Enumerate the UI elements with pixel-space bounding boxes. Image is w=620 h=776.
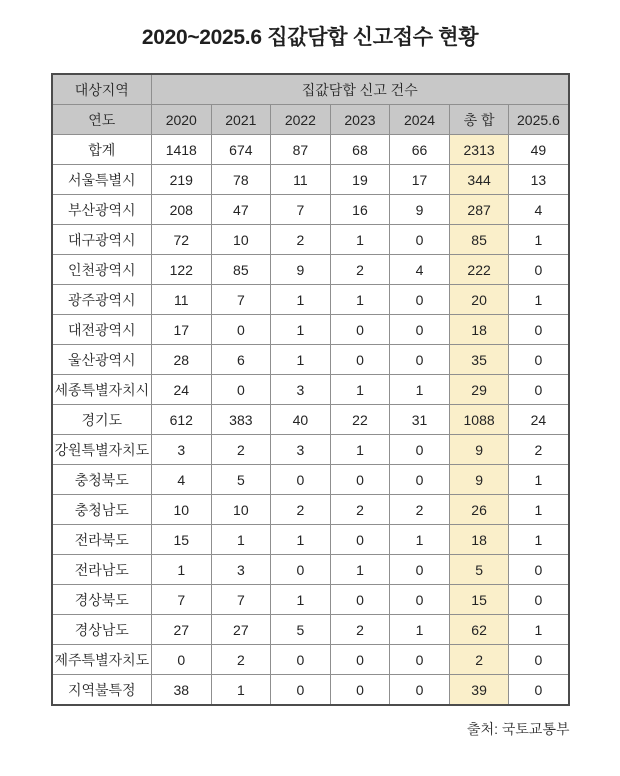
value-cell: 27: [152, 615, 212, 645]
value-cell: 0: [152, 645, 212, 675]
year-row-label: 연도: [52, 105, 152, 135]
value-cell: 7: [152, 585, 212, 615]
value-cell: 3: [271, 435, 331, 465]
row-header-label: 대상지역: [52, 74, 152, 105]
value-cell: 2: [509, 435, 569, 465]
value-cell: 72: [152, 225, 212, 255]
value-cell: 0: [390, 225, 450, 255]
value-cell: 66: [390, 135, 450, 165]
total-value-cell: 344: [449, 165, 509, 195]
value-cell: 0: [330, 585, 390, 615]
group-header-row: [52, 74, 569, 105]
value-cell: 122: [152, 255, 212, 285]
region-cell: 부산광역시: [52, 195, 152, 225]
region-cell: 경기도: [52, 405, 152, 435]
value-cell: 1: [211, 525, 271, 555]
table-row: [52, 615, 569, 645]
value-cell: 31: [390, 405, 450, 435]
year-column-header: 2020: [152, 105, 212, 135]
table-row: [52, 165, 569, 195]
value-cell: 13: [509, 165, 569, 195]
value-cell: 1: [211, 675, 271, 706]
value-cell: 0: [390, 675, 450, 706]
value-cell: 0: [330, 465, 390, 495]
value-cell: 9: [271, 255, 331, 285]
value-cell: 3: [211, 555, 271, 585]
year-column-header: 2023: [330, 105, 390, 135]
value-cell: 0: [330, 525, 390, 555]
value-cell: 2: [211, 645, 271, 675]
value-cell: 17: [390, 165, 450, 195]
value-cell: 24: [152, 375, 212, 405]
value-cell: 0: [271, 465, 331, 495]
total-value-cell: 29: [449, 375, 509, 405]
value-cell: 3: [271, 375, 331, 405]
total-value-cell: 2: [449, 645, 509, 675]
year-column-header: 총 합: [449, 105, 509, 135]
region-cell: 지역불특정: [52, 675, 152, 706]
value-cell: 0: [330, 315, 390, 345]
value-cell: 2: [330, 495, 390, 525]
region-cell: 제주특별자치도: [52, 645, 152, 675]
value-cell: 85: [211, 255, 271, 285]
value-cell: 219: [152, 165, 212, 195]
value-cell: 0: [271, 675, 331, 706]
value-cell: 0: [330, 645, 390, 675]
value-cell: 0: [390, 285, 450, 315]
year-column-header: 2024: [390, 105, 450, 135]
table-row: [52, 465, 569, 495]
value-cell: 27: [211, 615, 271, 645]
table-row: [52, 195, 569, 225]
value-cell: 28: [152, 345, 212, 375]
region-cell: 인천광역시: [52, 255, 152, 285]
value-cell: 2: [211, 435, 271, 465]
value-cell: 383: [211, 405, 271, 435]
value-cell: 0: [509, 645, 569, 675]
total-value-cell: 18: [449, 315, 509, 345]
value-cell: 0: [509, 585, 569, 615]
value-cell: 47: [211, 195, 271, 225]
value-cell: 208: [152, 195, 212, 225]
value-cell: 0: [211, 375, 271, 405]
table-row: [52, 405, 569, 435]
value-cell: 674: [211, 135, 271, 165]
column-group-header: 집값담합 신고 건수: [152, 74, 569, 105]
value-cell: 38: [152, 675, 212, 706]
value-cell: 10: [211, 225, 271, 255]
value-cell: 0: [509, 375, 569, 405]
total-value-cell: 62: [449, 615, 509, 645]
table-row: [52, 525, 569, 555]
value-cell: 1: [271, 285, 331, 315]
value-cell: 7: [271, 195, 331, 225]
value-cell: 1418: [152, 135, 212, 165]
year-column-header: 2021: [211, 105, 271, 135]
year-header-row: [52, 105, 569, 135]
value-cell: 4: [509, 195, 569, 225]
value-cell: 2: [271, 495, 331, 525]
value-cell: 78: [211, 165, 271, 195]
value-cell: 0: [390, 465, 450, 495]
region-cell: 강원특별자치도: [52, 435, 152, 465]
value-cell: 7: [211, 585, 271, 615]
value-cell: 10: [211, 495, 271, 525]
total-value-cell: 1088: [449, 405, 509, 435]
value-cell: 0: [390, 345, 450, 375]
total-value-cell: 287: [449, 195, 509, 225]
value-cell: 7: [211, 285, 271, 315]
total-value-cell: 5: [449, 555, 509, 585]
value-cell: 5: [211, 465, 271, 495]
value-cell: 0: [509, 315, 569, 345]
region-cell: 경상북도: [52, 585, 152, 615]
value-cell: 2: [390, 495, 450, 525]
value-cell: 1: [509, 525, 569, 555]
value-cell: 1: [152, 555, 212, 585]
value-cell: 22: [330, 405, 390, 435]
total-value-cell: 222: [449, 255, 509, 285]
table-row: [52, 555, 569, 585]
value-cell: 0: [271, 645, 331, 675]
value-cell: 11: [271, 165, 331, 195]
table-row: [52, 255, 569, 285]
value-cell: 1: [509, 285, 569, 315]
table-row: [52, 285, 569, 315]
table-row: [52, 375, 569, 405]
table-row: [52, 495, 569, 525]
value-cell: 0: [390, 585, 450, 615]
table-row: [52, 585, 569, 615]
value-cell: 0: [509, 345, 569, 375]
region-cell: 충청남도: [52, 495, 152, 525]
region-cell: 세종특별자치시: [52, 375, 152, 405]
value-cell: 0: [330, 675, 390, 706]
value-cell: 0: [509, 255, 569, 285]
value-cell: 6: [211, 345, 271, 375]
value-cell: 0: [390, 555, 450, 585]
value-cell: 87: [271, 135, 331, 165]
table-row: [52, 225, 569, 255]
value-cell: 11: [152, 285, 212, 315]
total-value-cell: 39: [449, 675, 509, 706]
value-cell: 0: [509, 555, 569, 585]
value-cell: 1: [330, 555, 390, 585]
value-cell: 3: [152, 435, 212, 465]
table-row: [52, 135, 569, 165]
region-cell: 전라남도: [52, 555, 152, 585]
value-cell: 1: [271, 585, 331, 615]
table-row: [52, 435, 569, 465]
value-cell: 10: [152, 495, 212, 525]
value-cell: 4: [152, 465, 212, 495]
value-cell: 1: [509, 615, 569, 645]
value-cell: 1: [330, 285, 390, 315]
value-cell: 2: [330, 615, 390, 645]
value-cell: 1: [330, 435, 390, 465]
table-body: [52, 135, 569, 706]
value-cell: 9: [390, 195, 450, 225]
value-cell: 0: [271, 555, 331, 585]
total-value-cell: 85: [449, 225, 509, 255]
table-row: [52, 675, 569, 706]
source-attribution: 출처: 국토교통부: [467, 721, 570, 737]
value-cell: 68: [330, 135, 390, 165]
region-cell: 광주광역시: [52, 285, 152, 315]
collusion-report-table: [51, 73, 570, 706]
value-cell: 1: [330, 225, 390, 255]
year-column-header: 2025.6: [509, 105, 569, 135]
value-cell: 0: [330, 345, 390, 375]
value-cell: 49: [509, 135, 569, 165]
value-cell: 19: [330, 165, 390, 195]
value-cell: 5: [271, 615, 331, 645]
total-value-cell: 2313: [449, 135, 509, 165]
value-cell: 4: [390, 255, 450, 285]
page-title: 2020~2025.6 집값담합 신고접수 현황: [141, 26, 479, 49]
value-cell: 0: [390, 645, 450, 675]
region-cell: 경상남도: [52, 615, 152, 645]
region-cell: 전라북도: [52, 525, 152, 555]
value-cell: 1: [509, 465, 569, 495]
value-cell: 612: [152, 405, 212, 435]
value-cell: 1: [390, 525, 450, 555]
year-column-header: 2022: [271, 105, 331, 135]
value-cell: 2: [330, 255, 390, 285]
total-value-cell: 9: [449, 435, 509, 465]
table-row: [52, 315, 569, 345]
value-cell: 1: [271, 315, 331, 345]
value-cell: 15: [152, 525, 212, 555]
table-row: [52, 345, 569, 375]
table-row: [52, 645, 569, 675]
value-cell: 1: [390, 615, 450, 645]
region-cell: 서울특별시: [52, 165, 152, 195]
value-cell: 16: [330, 195, 390, 225]
value-cell: 24: [509, 405, 569, 435]
total-value-cell: 26: [449, 495, 509, 525]
region-cell: 충청북도: [52, 465, 152, 495]
value-cell: 1: [509, 225, 569, 255]
value-cell: 1: [271, 345, 331, 375]
value-cell: 0: [509, 675, 569, 706]
total-value-cell: 15: [449, 585, 509, 615]
total-value-cell: 9: [449, 465, 509, 495]
table-header: [52, 74, 569, 135]
value-cell: 0: [390, 435, 450, 465]
total-value-cell: 35: [449, 345, 509, 375]
value-cell: 1: [509, 495, 569, 525]
total-value-cell: 18: [449, 525, 509, 555]
region-cell: 울산광역시: [52, 345, 152, 375]
value-cell: 1: [390, 375, 450, 405]
value-cell: 40: [271, 405, 331, 435]
value-cell: 17: [152, 315, 212, 345]
value-cell: 1: [271, 525, 331, 555]
value-cell: 1: [330, 375, 390, 405]
value-cell: 2: [271, 225, 331, 255]
value-cell: 0: [390, 315, 450, 345]
region-cell: 대구광역시: [52, 225, 152, 255]
value-cell: 0: [211, 315, 271, 345]
region-cell: 대전광역시: [52, 315, 152, 345]
region-cell: 합계: [52, 135, 152, 165]
total-value-cell: 20: [449, 285, 509, 315]
